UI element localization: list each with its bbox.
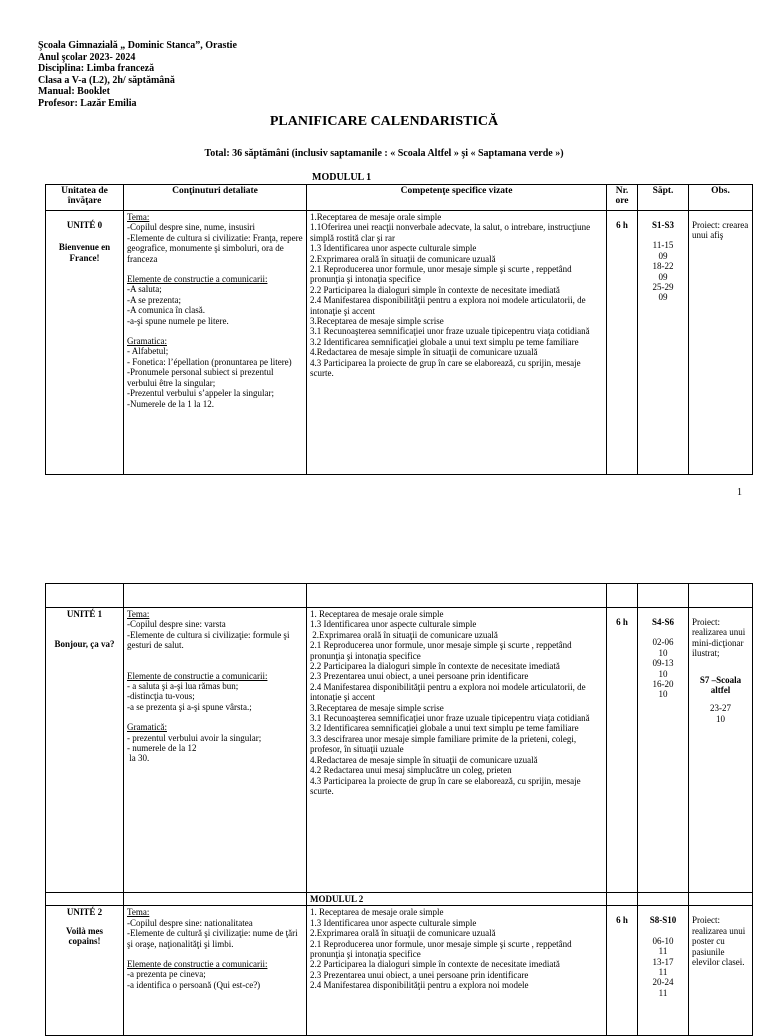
competence-item: 2.4 Manifestarea disponibilităţii pentru a explora noi modele articulatorii, de intonaţie şi accent: [310, 295, 588, 316]
unit-title: Bonjour, ça va?: [54, 639, 115, 650]
weeks-cell: [638, 906, 689, 1036]
page-title: PLANIFICARE CALENDARISTICĂ: [269, 114, 499, 129]
competence-item: 3.2 Identificarea semnificaţiei globale a unui text simplu pe teme familiare: [310, 723, 579, 734]
content-line: [127, 651, 303, 661]
content-cell: [124, 906, 307, 1036]
competence-item: 2.1 Reproducerea unor formule, unor mesaje simple şi scurte , reppetând pronunţia şi intonaţia specifice: [310, 264, 574, 285]
competence-item: 4.3 Participarea la proiecte de grup în care se elaborează, cu sprijin, mesaje scurte.: [310, 775, 583, 796]
content-line: - prezentul verbului avoir la singular;: [127, 732, 262, 743]
weeks-value: S1-S3: [651, 220, 674, 230]
table-row: [46, 608, 753, 893]
date-line: 11: [658, 987, 668, 998]
competence-item: 2.1 Reproducerea unor formule, unor mesaje simple şi scurte , reppetând pronunţia şi intonaţia specifice: [310, 640, 574, 661]
date-line: 10: [658, 647, 668, 658]
col-header-unit: Unitatea de învăţare: [46, 185, 124, 211]
content-line: -a identifica o persoană (Qui est-ce?): [127, 979, 261, 990]
content-line: [127, 661, 303, 671]
content-line: [127, 264, 303, 274]
obs-cell: [689, 906, 753, 1036]
obs-text: Proiect: realizarea unui poster cu pasiunile elevilor clasei.: [692, 915, 746, 968]
table-header-row: [46, 185, 753, 211]
page-number: 1: [737, 487, 742, 498]
content-line: [127, 712, 303, 722]
competence-item: 1.3 Identificarea unor aspecte culturale simple: [310, 917, 477, 928]
content-heading: Elemente de constructie a comunicarii:: [127, 274, 268, 285]
competence-item: 2.3 Prezentarea unui obiect, a unei persoane prin identificare: [310, 969, 529, 980]
date-line: 20-24: [652, 977, 674, 988]
competence-item: 4.2 Redactarea unui mesaj simplucătre un coleg, prieten: [310, 765, 512, 776]
unit-code: UNITÉ 0: [66, 220, 103, 230]
date-line: 10: [658, 668, 668, 679]
weeks-cell: [638, 608, 689, 893]
date-line: 16-20: [652, 679, 674, 690]
hours-cell: [607, 608, 638, 893]
competence-item: 4.Redactarea de mesaje simple în situaţii de comunicare uzuală: [310, 347, 538, 358]
module-2-label: MODULUL 2: [307, 893, 607, 906]
content-line: -Elemente de cultura si civilizatie: Franţa, repere geografice, monumente şi simboluri, ora de franceza: [127, 232, 305, 264]
content-line: -Pronumele personal subiect si prezentul verbului être la singular;: [127, 367, 276, 388]
date-line: 10: [658, 689, 668, 700]
competence-item: 4.3 Participarea la proiecte de grup în care se elaborează, cu sprijin, mesaje scurte.: [310, 357, 583, 379]
competence-item: 2.2 Participarea la dialoguri simple în contexte de necesitate imediată: [310, 661, 560, 672]
content-heading: Tema:: [127, 212, 150, 222]
col-header-obs: Obs.: [689, 185, 753, 211]
competence-item: 2.2 Participarea la dialoguri simple în contexte de necesitate imediată: [310, 959, 560, 970]
date-line: 11-15: [652, 240, 674, 251]
competence-item: 2.3 Prezentarea unui obiect, a unei persoane prin identificare: [310, 671, 529, 682]
date-line: 11: [658, 967, 668, 978]
date-line: 13-17: [652, 956, 674, 967]
header-line: Şcoala Gimnazială „ Dominic Stanca”, Orastie: [38, 40, 237, 51]
date-line: 09-13: [652, 658, 674, 669]
content-line: - a saluta şi a-şi lua rămas bun;: [127, 681, 239, 692]
competence-item: 2.Exprimarea orală în situaţii de comunicare uzuală: [310, 253, 496, 264]
hours-cell: [607, 211, 638, 475]
col-header-weeks: Săpt.: [638, 185, 689, 211]
content-heading: Tema:: [127, 907, 150, 918]
content-line: -Prezentul verbului s’appeler la singular;: [127, 388, 274, 399]
date-line: 18-22: [652, 261, 674, 272]
module-2-row: [46, 893, 753, 906]
table-row: [46, 906, 753, 1036]
content-line: [127, 326, 303, 336]
competence-item: 3.2 Identificarea semnificaţiei globale a unui text simplu pe teme familiare: [310, 336, 579, 347]
competence-item: 2.2 Participarea la dialoguri simple în contexte de necesitate imediată: [310, 284, 560, 295]
content-heading: Gramatică:: [127, 722, 167, 733]
content-cell: [124, 608, 307, 893]
obs-text: Proiect: crearea unui afiş: [692, 220, 749, 241]
content-line: -a prezenta pe cineva;: [127, 969, 206, 980]
competence-item: 1. Receptarea de mesaje orale simple: [310, 609, 444, 619]
obs-cell: [689, 608, 753, 893]
header-line: Anul şcolar 2023- 2024: [38, 51, 136, 63]
content-line: -A comunica în clasă.: [127, 305, 205, 316]
date-line: 06-10: [652, 935, 674, 946]
header-line: Profesor: Lazăr Emilia: [38, 97, 137, 109]
weeks-value: S8-S10: [649, 915, 677, 926]
obs-text: Proiect: realizarea unui mini-dicţionar ilustrat;: [692, 617, 746, 659]
header-line: Clasa a V-a (L2), 2h/ săptămână: [38, 74, 175, 86]
competence-item: 3.Receptarea de mesaje simple scrise: [310, 316, 444, 327]
table-row: [46, 211, 753, 475]
date-line: 09: [658, 292, 668, 303]
content-line: [127, 949, 303, 959]
col-header-competences: Competenţe specifice vizate: [307, 185, 607, 211]
col-header-content: Conţinuturi detaliate: [124, 185, 307, 211]
content-cell: [124, 211, 307, 475]
date-line: 10: [716, 713, 725, 724]
content-heading: Elemente de constructie a comunicarii:: [127, 670, 268, 681]
content-line: -a-şi spune numele pe litere.: [127, 315, 229, 326]
competence-item: 4.Redactarea de mesaje simple în situaţii de comunicare uzuală: [310, 754, 538, 765]
content-line: -Elemente de cultură şi civilizaţie: nume de ţări şi oraşe, naţionalităţi şi limbi.: [127, 928, 300, 949]
unit-title: Voilà mes copains!: [66, 925, 103, 947]
competence-item: 2.Exprimarea orală în situaţii de comunicare uzuală: [310, 928, 496, 939]
competence-item: 2.4 Manifestarea disponibilităţii pentru a explora noi modele articulatorii, de intonaţie şi accent: [310, 681, 588, 703]
date-line: 25-29: [652, 282, 674, 293]
content-line: -distincţia tu-vous;: [127, 691, 195, 702]
total-weeks: Total: 36 săptămâni (inclusiv saptamanile : « Scoala Altfel » şi « Saptamana verde »): [204, 148, 564, 159]
unit-title: Bienvenue en France!: [58, 242, 111, 263]
empty-header-row: [46, 584, 753, 608]
planning-table-1: [45, 184, 753, 475]
content-line: -a se prezenta şi a-şi spune vârsta.;: [127, 701, 252, 712]
content-heading: Elemente de constructie a comunicarii:: [127, 959, 268, 970]
competence-item: 3.1 Recunoaşterea semnificaţiei unor fraze uzuale tipicepentru viaţa cotidiană: [310, 326, 590, 337]
date-line: 11: [658, 946, 668, 957]
content-line: - Fonetica: l’épellation (pronuntarea pe litere): [127, 356, 292, 367]
header-line: Disciplina: Limba franceză: [38, 63, 155, 74]
content-line: -A saluta;: [127, 284, 162, 295]
hours-cell: [607, 906, 638, 1036]
competence-item: 1. Receptarea de mesaje orale simple: [310, 907, 444, 918]
unit-cell: [46, 211, 124, 475]
obs-week: S7 –Scoala altfel: [699, 674, 742, 696]
module-1-label: MODULUL 1: [312, 172, 372, 183]
content-line: - numerele de la 12: [127, 743, 197, 754]
header-line: Manual: Booklet: [38, 86, 110, 97]
content-line: - Alfabetul;: [127, 346, 169, 357]
hours-value: 6 h: [616, 220, 628, 230]
content-line: -Copilul despre sine: varsta: [127, 619, 226, 630]
unit-code: UNITÉ 2: [66, 907, 103, 918]
date-line: 09: [658, 250, 668, 261]
competence-item: 1.3 Identificarea unor aspecte culturale simple: [310, 243, 477, 254]
content-line: -A se prezenta;: [127, 294, 181, 305]
competences-cell: [307, 608, 607, 893]
competence-item: 2.Exprimarea orală în situaţii de comunicare uzuală: [310, 629, 498, 640]
unit-cell: [46, 608, 124, 893]
competence-item: 2.4 Manifestarea disponibilităţii pentru a explora noi modele: [310, 980, 529, 991]
col-header-hours: Nr. ore: [607, 185, 638, 211]
weeks-value: S4-S6: [651, 617, 674, 627]
content-line: -Elemente de cultura si civilizaţie: formule şi gesturi de salut.: [127, 629, 292, 651]
content-heading: Tema:: [127, 609, 150, 619]
date-line: 02-06: [652, 637, 674, 648]
hours-value: 6 h: [616, 617, 628, 627]
content-line: -Numerele de la 1 la 12.: [127, 398, 214, 409]
weeks-cell: [638, 211, 689, 475]
competence-item: 1.1Oferirea unei reacţii nonverbale adecvate, la salut, o intrebare, instrucţiune simplă rostită clar şi rar: [310, 222, 593, 243]
school-header: [38, 40, 237, 109]
content-line: la 30.: [127, 753, 150, 764]
unit-code: UNITÉ 1: [66, 609, 103, 619]
unit-cell: [46, 906, 124, 1036]
competence-item: 2.1 Reproducerea unor formule, unor mesaje simple şi scurte , reppetând pronunţia şi intonaţia specifice: [310, 938, 574, 960]
content-line: -Copilul despre sine: nationalitatea: [127, 917, 253, 928]
obs-cell: [689, 211, 753, 475]
competence-item: 1.3 Identificarea unor aspecte culturale simple: [310, 619, 477, 630]
competence-item: 3.Receptarea de mesaje simple scrise: [310, 702, 444, 713]
date-line: 09: [658, 271, 668, 282]
planning-table-2: [45, 583, 753, 1036]
content-heading: Gramatica:: [127, 336, 167, 347]
competences-cell: [307, 211, 607, 475]
content-line: -Copilul despre sine, nume, insusiri: [127, 222, 255, 233]
competence-item: 3.3 descifrarea unor mesaje simple familiare primite de la prieteni, colegi, profesor, în situaţii uzuale: [310, 733, 579, 755]
competences-cell: [307, 906, 607, 1036]
date-line: 23-27: [710, 703, 731, 714]
competence-item: 1.Receptarea de mesaje orale simple: [310, 212, 442, 222]
hours-value: 6 h: [616, 915, 628, 926]
competence-item: 3.1 Recunoaşterea semnificaţiei unor fraze uzuale tipicepentru viaţa cotidiană: [310, 713, 590, 724]
